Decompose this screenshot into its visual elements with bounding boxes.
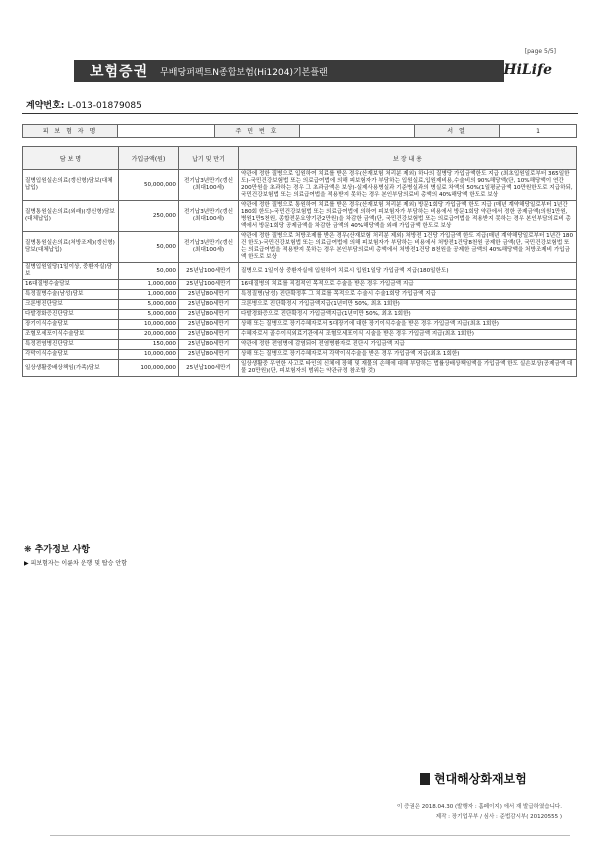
- coverage-desc: 16대질병의 치료를 직접적인 목적으로 수술을 받은 경우 가입금액 지급: [239, 280, 577, 290]
- coverage-desc: 상해 또는 질병으로 장기수혜자로서 각막이식수술을 받은 경우 가입금액 지급(최초 1회한): [239, 350, 577, 360]
- table-row: [23, 232, 577, 263]
- asterisk-icon: ❋: [24, 545, 35, 555]
- table-row: [23, 340, 577, 350]
- table-row: [23, 170, 577, 201]
- coverage-amount: 250,000: [119, 201, 179, 232]
- bottom-divider: [50, 835, 570, 836]
- insured-name-value: [118, 125, 215, 138]
- coverage-name: 크론병진단담보: [23, 300, 119, 310]
- issue-note: 이 증권은 2018.04.30 (발행자 : 홈페이지) 에서 재 발급하였습니다.: [397, 804, 562, 810]
- rrn-label: 주 민 번 호: [215, 125, 300, 138]
- coverage-term: 25년납100세만기: [179, 263, 239, 280]
- coverage-name: 16대질병수술담보: [23, 280, 119, 290]
- coverage-name: 장기이식수술담보: [23, 320, 119, 330]
- additional-info-title: ❋ 추가정보 사항: [24, 545, 90, 555]
- order-label: 서 열: [415, 125, 500, 138]
- table-row: [23, 310, 577, 320]
- rrn-value: [300, 125, 415, 138]
- coverage-name: 각막이식수술담보: [23, 350, 119, 360]
- coverage-term: 25년납80세만기: [179, 350, 239, 360]
- arrow-bullet-icon: ▶: [24, 560, 31, 567]
- coverage-amount: 10,000,000: [119, 320, 179, 330]
- coverage-desc: 약관에 정한 질병으로 입원하여 치료를 받은 경우(산재보험 처리분 제외) 하나의 질병당 가입금액한도 지급 (최초입원일로부터 365일한도)-국민건강보험법 또는 의료급여법에 의해 피보험자가 부담하는 입원실료,입원제비용,수술비의 90%해당액(단, 10%해당액이 연간 200만원을 초과하는 경우 그 초과금액은 보상)-실제사용병실과 기준병실과의 병실료 차액의 50%(1일평균금액 10만원한도로 지급하되, 국민건강보험법 또는 의료급여법을 적용받지 못하는 경우 본인부담의료비 총액의 40%해당액 한도로 보상: [239, 170, 577, 201]
- header-amount: 가입금액(원): [119, 147, 179, 170]
- coverage-name: 질병입원일당(1일이상, 중환자실)담보: [23, 263, 119, 280]
- banner-title: 보험증권: [90, 64, 149, 80]
- coverage-term: 25년납80세만기: [179, 340, 239, 350]
- banner-subtitle: 무배당퍼펙트N종합보험(Hi1204)기본플랜: [160, 67, 328, 78]
- coverage-term: 25년납80세만기: [179, 320, 239, 330]
- coverage-amount: 100,000,000: [119, 360, 179, 377]
- company-name: 현대해상화재보험: [420, 770, 527, 787]
- contract-number: 계약번호: L-013-01879085: [26, 101, 142, 111]
- contract-label: 계약번호: [26, 101, 61, 111]
- coverage-amount: 150,000: [119, 340, 179, 350]
- coverage-desc: 크론병으로 진단확정시 가입금액지급(1년미만 50%, 최초 1회한): [239, 300, 577, 310]
- coverage-desc: 약관에 정한 질병으로 처방조제를 받은 경우(산재보험 처리분 제외) 처방전 1건당 가입금액 한도 지급(매년 계약해당일로부터 1년간 180건 한도)-국민건강보험법 또는 의료급여법에 의해 피보험자가 부담하는 비용에서 처방전1건당8천원 공제한 금액(단, 국민건강보험법 또는 의료급여법을 적용받지 못하는 경우 본인부담의료비 총액에서 처방전1건당 8천원을 공제한 금액의 40%해당액을 처방조제비 가입금액 한도로 보상: [239, 232, 577, 263]
- coverage-term: 전기납3년만기(갱신(최대100세): [179, 232, 239, 263]
- coverage-amount: 50,000: [119, 232, 179, 263]
- coverage-name: 특정전염병진단담보: [23, 340, 119, 350]
- table-row: [23, 263, 577, 280]
- coverage-desc: 특정질병(남성) 진단확정후 그 치료를 목적으로 수술시 수술1회당 가입금액 지급: [239, 290, 577, 300]
- hilife-logo: HiLife: [503, 62, 552, 78]
- table-row: [23, 350, 577, 360]
- coverage-amount: 5,000,000: [119, 310, 179, 320]
- coverage-desc: 일상생활중 우연한 사고로 타인의 신체에 장해 및 재물의 손해에 대해 부담하는 법률상배상책임액을 가입금액 한도 실손보상(공제금액 대물 20만원)(단, 피보험자의 범위는 약관규정 참조할 것): [239, 360, 577, 377]
- coverage-table: [22, 146, 577, 377]
- coverage-desc: 약관에 정한 전염병에 감염되어 전염병환자로 진단시 가입금액 지급: [239, 340, 577, 350]
- table-row: [23, 300, 577, 310]
- coverage-term: 25년납100세만기: [179, 360, 239, 377]
- coverage-desc: 질병으로 1일이상 중환자실에 입원하여 치료시 입원1일당 가입금액 지급(180일한도): [239, 263, 577, 280]
- coverage-term: 전기납3년만기(갱신(최대100세): [179, 170, 239, 201]
- additional-info-item: ▶ 피보험자는 이륜차 운행 및 탑승 안함: [24, 560, 128, 567]
- header-name: 담 보 명: [23, 147, 119, 170]
- table-row: [23, 360, 577, 377]
- coverage-term: 25년납80세만기: [179, 330, 239, 340]
- header-desc: 보 장 내 용: [239, 147, 577, 170]
- page-indicator: [page 5/5]: [524, 48, 556, 55]
- table-row: [23, 330, 577, 340]
- coverage-amount: 1,000,000: [119, 280, 179, 290]
- coverage-amount: 20,000,000: [119, 330, 179, 340]
- coverage-name: 특정질병수술(남성)담보: [23, 290, 119, 300]
- coverage-term: 25년납80세만기: [179, 290, 239, 300]
- coverage-desc: 약관에 정한 질병으로 통원하여 치료를 받은 경우(산재보험 처리분 제외) 방문1회당 가입금액 한도 지급 (매년 계약해당일로부터 1년간 180회 한도)-국민건강보험법 또는 의료급여법에 의하여 피보험자가 부담하는 비용에서 방문1회당 약관에서 정한 공제금액(의원1만원, 병원1만5천원, 종합전문요양기관2만원)을 차감한 금액(단, 국민건강보험법 또는 의료급여법을 적용받지 못하는 경우 본인부담의료비 총액에서 방문1회당 공제금액을 차감한 금액의 40%해당액을 외래 가입금액 한도로 보상: [239, 201, 577, 232]
- order-value: 1: [500, 125, 577, 138]
- coverage-term: 전기납3년만기(갱신(최대100세): [179, 201, 239, 232]
- contract-value: L-013-01879085: [67, 101, 142, 111]
- company-mark-icon: [420, 773, 430, 785]
- coverage-name: 질병통원실손의료(외래)(갱신형)담보(대체납입): [23, 201, 119, 232]
- coverage-header-row: [23, 147, 577, 170]
- coverage-desc: 다발경화증으로 진단확정시 가입금액지급(1년미만 50%, 최초 1회한): [239, 310, 577, 320]
- production-note: 제작 : 장기업무부 / 심사 : 준법감시부( 20120555 ): [435, 814, 562, 820]
- policy-banner: [74, 60, 504, 82]
- coverage-term: 25년납100세만기: [179, 280, 239, 290]
- coverage-amount: 10,000,000: [119, 350, 179, 360]
- table-row: [23, 290, 577, 300]
- table-row: [23, 280, 577, 290]
- table-row: [23, 201, 577, 232]
- coverage-name: 질병입원실손의료(갱신형)담보(대체납입): [23, 170, 119, 201]
- coverage-name: 일상생활중배상책임(가족)담보: [23, 360, 119, 377]
- coverage-term: 25년납80세만기: [179, 300, 239, 310]
- table-row: [23, 320, 577, 330]
- coverage-amount: 1,000,000: [119, 290, 179, 300]
- coverage-name: 질병통원실손의료(처방조제)(갱신형)담보(대체납입): [23, 232, 119, 263]
- coverage-desc: 수혜자로서 골수이식외료기관에서 조혈모세포이식 시술을 받은 경우 가입금액 지급(최초 1회한): [239, 330, 577, 340]
- divider: [22, 113, 578, 114]
- coverage-amount: 50,000: [119, 263, 179, 280]
- coverage-name: 조혈모세포이식수술담보: [23, 330, 119, 340]
- insured-info-table: [22, 124, 577, 138]
- header-term: 납기 및 만기: [179, 147, 239, 170]
- coverage-amount: 5,000,000: [119, 300, 179, 310]
- coverage-name: 다발경화증진단담보: [23, 310, 119, 320]
- coverage-term: 25년납80세만기: [179, 310, 239, 320]
- coverage-amount: 50,000,000: [119, 170, 179, 201]
- coverage-desc: 상해 또는 질병으로 장기수혜자로서 5대장기에 대한 장기이식수술을 받은 경우 가입금액 지급(최초 1회한): [239, 320, 577, 330]
- insured-name-label: 피 보 험 자 명: [23, 125, 118, 138]
